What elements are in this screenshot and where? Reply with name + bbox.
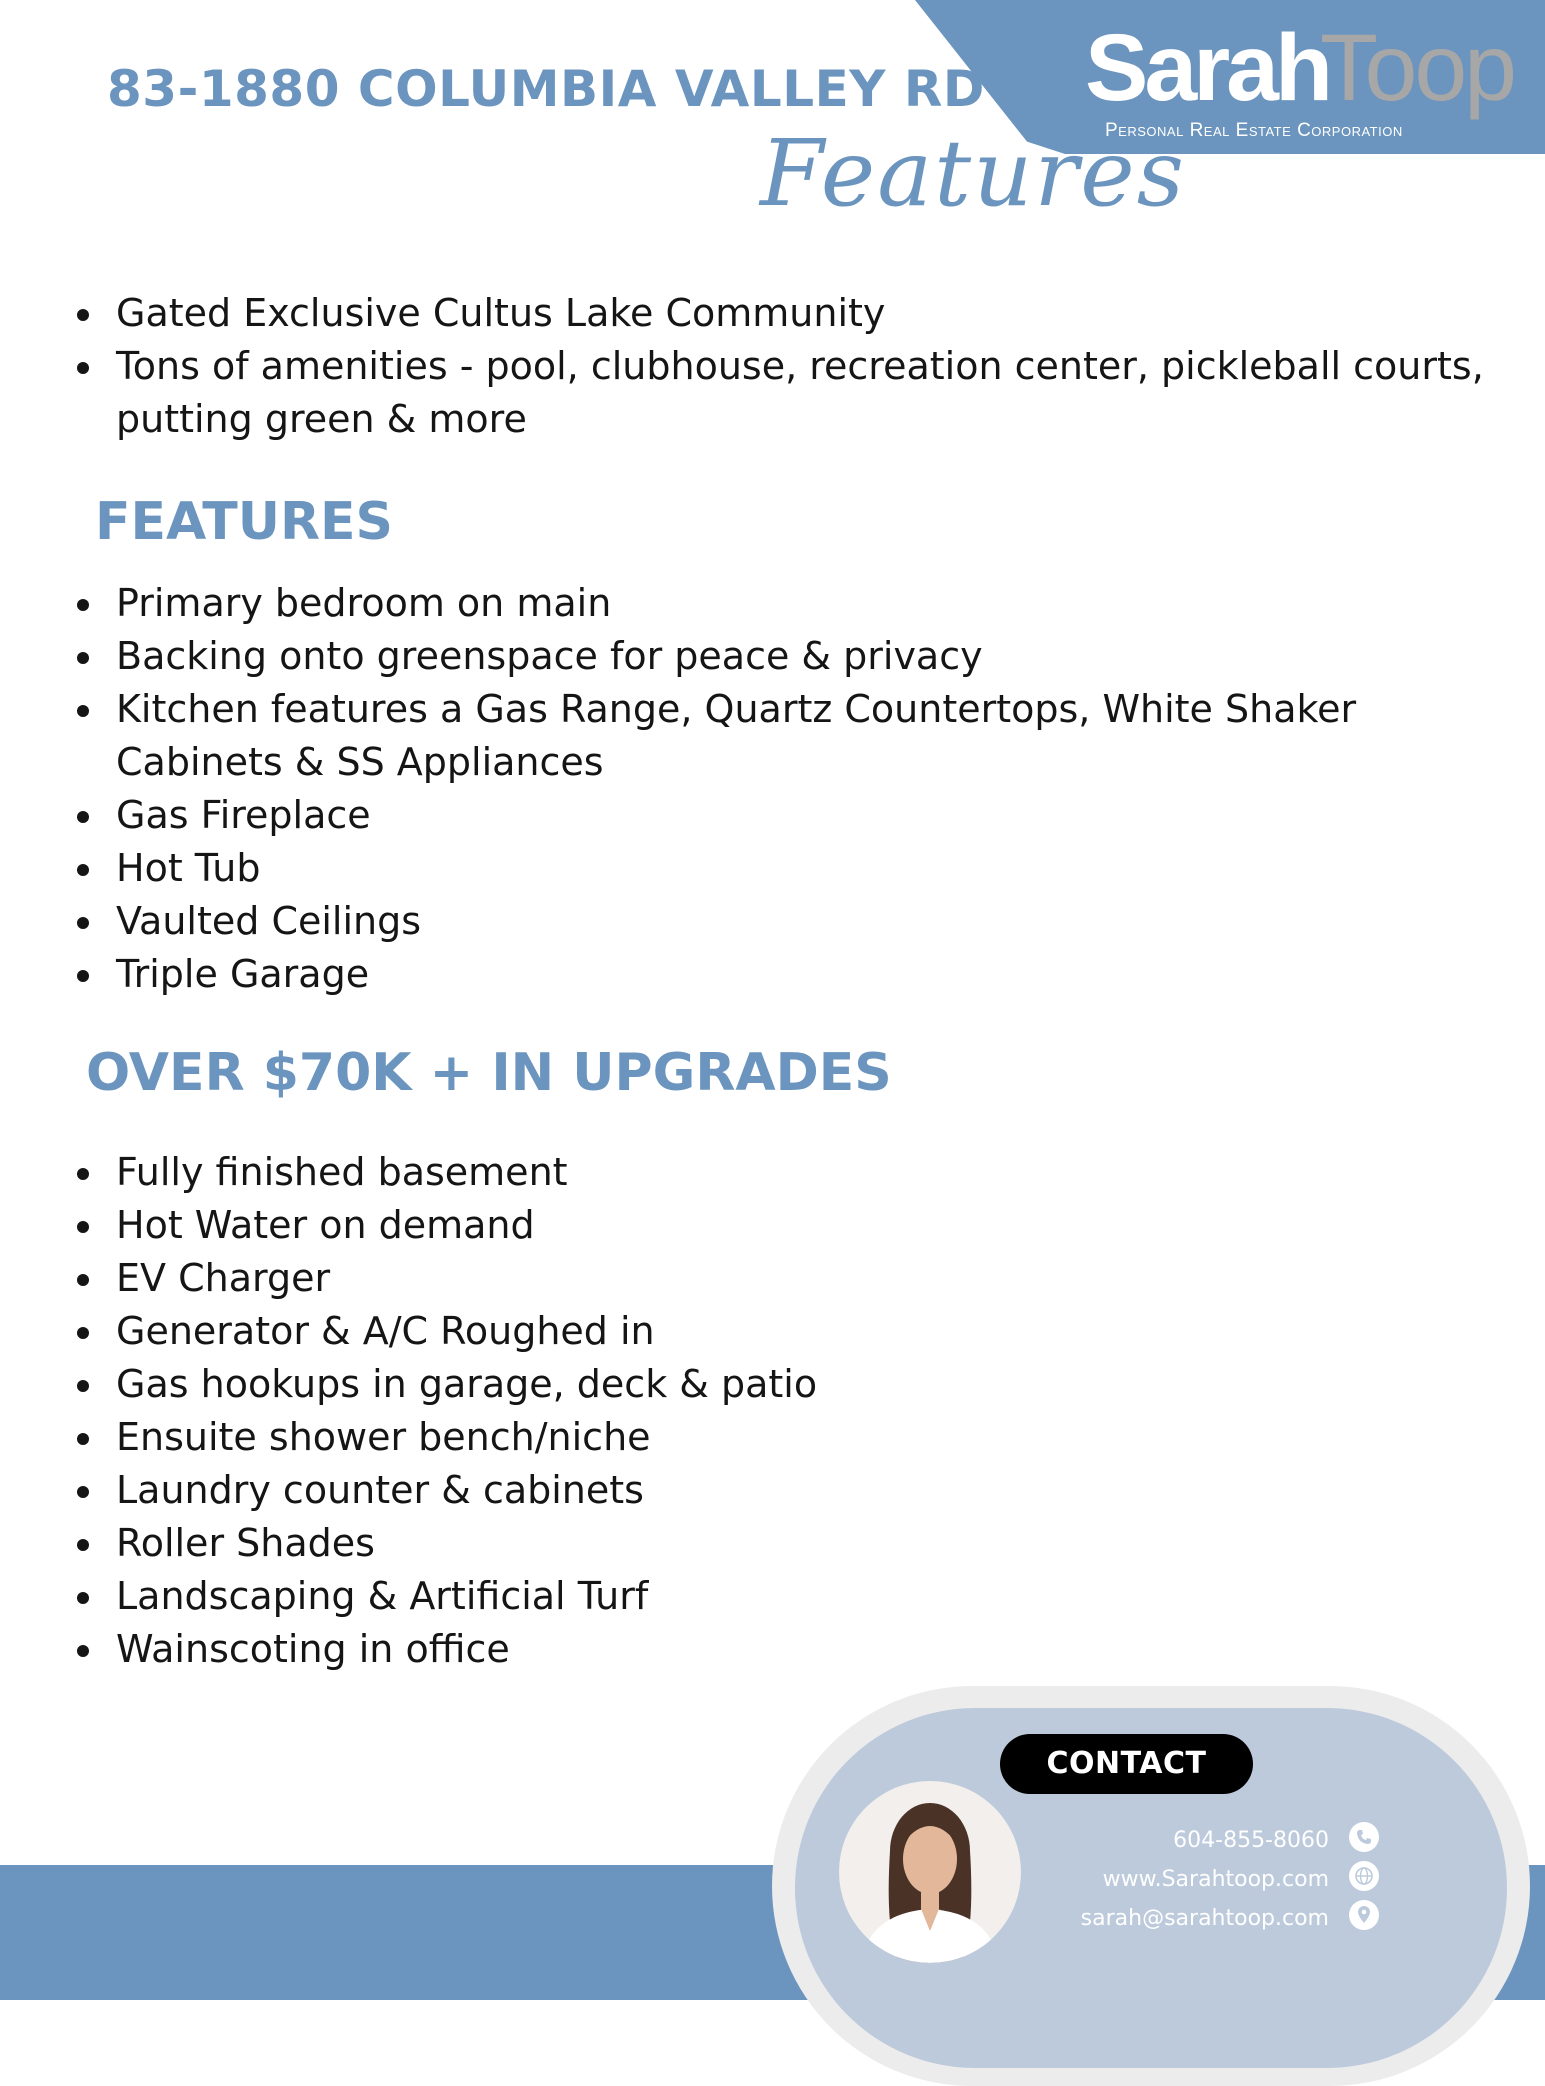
logo-last-name: Toop	[1320, 15, 1515, 121]
agent-photo	[839, 1781, 1021, 1963]
list-item-continuation: putting green & more	[116, 397, 527, 441]
list-item: Generator & A/C Roughed in	[70, 1305, 817, 1358]
features-heading: FEATURES	[95, 492, 393, 552]
list-item: Gas Fireplace	[70, 789, 1356, 842]
logo-first-name: Sarah	[1085, 15, 1330, 121]
location-pin-icon	[1349, 1900, 1379, 1930]
list-item: Backing onto greenspace for peace & privacy	[70, 630, 1356, 683]
list-item: Roller Shades	[70, 1517, 817, 1570]
contact-website[interactable]: www.Sarahtoop.com	[1102, 1867, 1329, 1892]
globe-icon	[1349, 1861, 1379, 1891]
list-item: Primary bedroom on main	[70, 577, 1356, 630]
list-item: Gated Exclusive Cultus Lake Community	[70, 287, 1484, 340]
list-item: Landscaping & Artificial Turf	[70, 1570, 817, 1623]
logo-subtitle: Personal Real Estate Corporation	[1105, 120, 1403, 141]
upgrades-heading: OVER $70K + IN UPGRADES	[86, 1043, 892, 1103]
features-list	[70, 577, 1356, 1001]
contact-button[interactable]: CONTACT	[1000, 1734, 1253, 1794]
list-item: Ensuite shower bench/niche	[70, 1411, 817, 1464]
script-title: Features	[760, 120, 1186, 227]
list-item: Tons of amenities - pool, clubhouse, recreation center, pickleball courts,	[70, 340, 1484, 393]
contact-phone[interactable]: 604-855-8060	[1173, 1828, 1329, 1853]
phone-icon	[1349, 1822, 1379, 1852]
list-item: Hot Water on demand	[70, 1199, 817, 1252]
list-item: Hot Tub	[70, 842, 1356, 895]
list-item: Gas hookups in garage, deck & patio	[70, 1358, 817, 1411]
list-item: Triple Garage	[70, 948, 1356, 1001]
upgrades-list	[70, 1146, 817, 1676]
list-item: EV Charger	[70, 1252, 817, 1305]
list-item-continuation: Cabinets & SS Appliances	[116, 740, 604, 784]
list-item: Kitchen features a Gas Range, Quartz Countertops, White Shaker	[70, 683, 1356, 736]
property-address: 83-1880 COLUMBIA VALLEY RD	[107, 60, 985, 118]
list-item: Fully finished basement	[70, 1146, 817, 1199]
list-item: Laundry counter & cabinets	[70, 1464, 817, 1517]
list-item: Wainscoting in office	[70, 1623, 817, 1676]
contact-email[interactable]: sarah@sarahtoop.com	[1080, 1906, 1329, 1931]
list-item: Vaulted Ceilings	[70, 895, 1356, 948]
intro-list	[70, 287, 1484, 446]
